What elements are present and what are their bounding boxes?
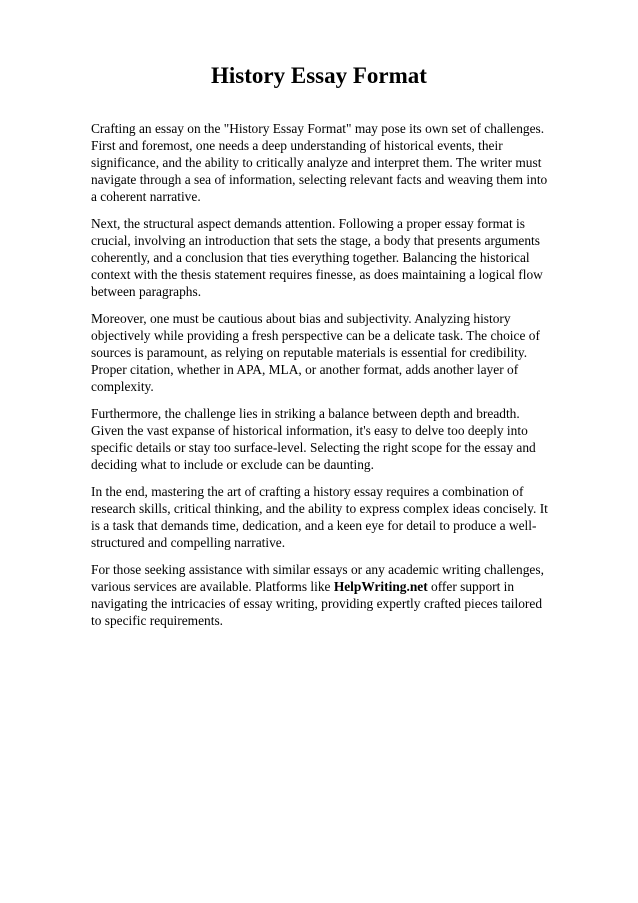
essay-body (91, 120, 551, 639)
closing-text-after: offer support in navigating the intricacies of essay writing, providing expertly crafted pieces tailored to specific requirements. (91, 579, 543, 628)
closing-paragraph (91, 561, 551, 629)
paragraph-3: Moreover, one must be cautious about bias and subjectivity. Analyzing history objectively while providing a fresh perspective can be a delicate task. The choice of sources is paramount, as relying on reputable materials is essential for credibility. Proper citation, whether in APA, MLA, or another format, adds another layer of complexity. (91, 311, 540, 394)
paragraph-2: Next, the structural aspect demands attention. Following a proper essay format is crucial, involving an introduction that sets the stage, a body that presents arguments coherently, and a conclusion that ties everything together. Balancing the historical context with the thesis statement requires finesse, as does maintaining a logical flow between paragraphs. (91, 216, 543, 299)
page-title: History Essay Format (211, 63, 427, 88)
paragraph-1: Crafting an essay on the "History Essay Format" may pose its own set of challenges. First and foremost, one needs a deep understanding of historical events, their significance, and the ability to critically analyze and interpret them. The writer must navigate through a sea of information, selecting relevant facts and weaving them into a coherent narrative. (91, 121, 548, 204)
brand-name: HelpWriting.net (333, 579, 428, 594)
closing-text-before: For those seeking assistance with similar essays or any academic writing challenges, various services are available. Platforms like (91, 562, 544, 594)
paragraph-4: Furthermore, the challenge lies in striking a balance between depth and breadth. Given the vast expanse of historical information, it's easy to delve too deeply into specific details or stay too surface-level. Selecting the right scope for the essay and deciding what to include or exclude can be daunting. (91, 406, 536, 472)
paragraph-5: In the end, mastering the art of crafting a history essay requires a combination of research skills, critical thinking, and the ability to express complex ideas concisely. It is a task that demands time, dedication, and a keen eye for detail to produce a well-structured and compelling narrative. (91, 484, 548, 550)
